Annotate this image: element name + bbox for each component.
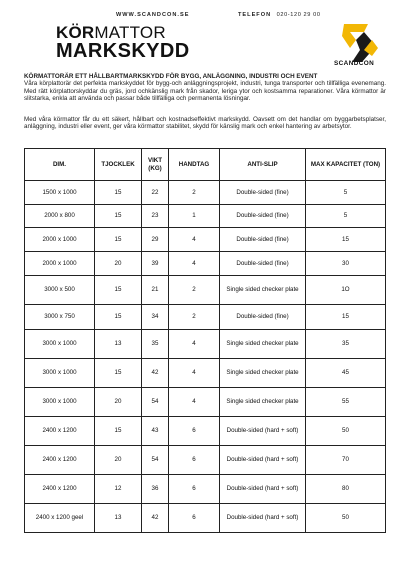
cell-max-kapacitet: 5 — [306, 205, 386, 228]
intro-body: Våra körplattorär det perfekta markskyddet för bygg-och anläggningsprojekt, industri, tunga transporter och tillfälliga evenemang. Med rätt körplattorskyddar du gräs, jord ochkänslig mark från skador, leriga ytor och kostsamma reparationer. Våra körmattor är slitstarka, enkla att använda och passar både tillfälliga och permanenta lösningar. — [24, 80, 386, 102]
cell-vikt: 21 — [142, 276, 169, 305]
cell-handtag: 1 — [169, 205, 220, 228]
cell-dim: 2000 x 1000 — [25, 228, 95, 252]
table-row — [25, 252, 386, 276]
table-row — [25, 359, 386, 388]
cell-dim: 3000 x 1000 — [25, 388, 95, 417]
phone-label: TELEFON — [238, 12, 272, 18]
table-row — [25, 305, 386, 330]
cell-max-kapacitet: 35 — [306, 330, 386, 359]
cell-anti-slip: Double-sided (fine) — [220, 228, 306, 252]
cell-tjocklek: 13 — [95, 504, 142, 533]
website-text: WWW.SCANDCON.SE — [116, 12, 190, 18]
header-max-kapacitet: MAX KAPACITET (TON) — [306, 149, 386, 181]
cell-max-kapacitet: 5 — [306, 181, 386, 205]
phone-number: 020-120 29 00 — [276, 12, 321, 18]
table-row — [25, 228, 386, 252]
cell-anti-slip: Single sided checker plate — [220, 276, 306, 305]
table-body — [25, 181, 386, 533]
cell-handtag: 4 — [169, 228, 220, 252]
cell-handtag: 4 — [169, 330, 220, 359]
cell-anti-slip: Double-sided (fine) — [220, 305, 306, 330]
cell-tjocklek: 15 — [95, 417, 142, 446]
cell-dim: 2400 x 1200 geel — [25, 504, 95, 533]
cell-dim: 2000 x 800 — [25, 205, 95, 228]
cell-vikt: 54 — [142, 446, 169, 475]
cell-max-kapacitet: 55 — [306, 388, 386, 417]
cell-dim: 3000 x 1000 — [25, 330, 95, 359]
header-tjocklek: TJOCKLEK — [95, 149, 142, 181]
title-bold-part: KÖR — [56, 23, 95, 42]
table-row — [25, 504, 386, 533]
table-row — [25, 181, 386, 205]
cell-tjocklek: 15 — [95, 276, 142, 305]
intro-heading: KÖRMATTORÄR ETT HÅLLBARTMARKSKYDD FÖR BYGG, ANLÄGGNING, INDUSTRI OCH EVENT — [24, 73, 318, 80]
cell-max-kapacitet: 45 — [306, 359, 386, 388]
header-vikt: VIKT (KG) — [142, 149, 169, 181]
cell-anti-slip: Double-sided (fine) — [220, 181, 306, 205]
cell-vikt: 43 — [142, 417, 169, 446]
cell-max-kapacitet: 50 — [306, 504, 386, 533]
cell-max-kapacitet: 15 — [306, 305, 386, 330]
cell-handtag: 6 — [169, 504, 220, 533]
table-row — [25, 446, 386, 475]
cell-anti-slip: Single sided checker plate — [220, 388, 306, 417]
cell-anti-slip: Double-sided (hard + soft) — [220, 475, 306, 504]
cell-dim: 3000 x 1000 — [25, 359, 95, 388]
cell-vikt: 22 — [142, 181, 169, 205]
intro-section — [24, 73, 386, 102]
cell-vikt: 35 — [142, 330, 169, 359]
cell-anti-slip: Single sided checker plate — [220, 359, 306, 388]
cell-vikt: 29 — [142, 228, 169, 252]
cell-dim: 2000 x 1000 — [25, 252, 95, 276]
cell-max-kapacitet: 15 — [306, 228, 386, 252]
cell-tjocklek: 15 — [95, 181, 142, 205]
cell-dim: 2400 x 1200 — [25, 475, 95, 504]
cell-anti-slip: Single sided checker plate — [220, 330, 306, 359]
cell-anti-slip: Double-sided (hard + soft) — [220, 417, 306, 446]
table-row — [25, 276, 386, 305]
cell-tjocklek: 15 — [95, 305, 142, 330]
cell-tjocklek: 15 — [95, 205, 142, 228]
cell-handtag: 6 — [169, 417, 220, 446]
cell-vikt: 23 — [142, 205, 169, 228]
cell-vikt: 39 — [142, 252, 169, 276]
cell-anti-slip: Double-sided (fine) — [220, 205, 306, 228]
spec-table — [24, 148, 386, 533]
logo-text: SCANDCON — [334, 60, 375, 67]
cell-dim: 1500 x 1000 — [25, 181, 95, 205]
header-dim: DIM. — [25, 149, 95, 181]
table-row — [25, 205, 386, 228]
title-line-2: MARKSKYDD — [56, 40, 190, 62]
cell-tjocklek: 15 — [95, 228, 142, 252]
cell-tjocklek: 15 — [95, 359, 142, 388]
cell-anti-slip: Double-sided (hard + soft) — [220, 504, 306, 533]
title-line-1 — [56, 24, 166, 41]
cell-handtag: 2 — [169, 276, 220, 305]
cell-handtag: 2 — [169, 305, 220, 330]
cell-dim: 3000 x 750 — [25, 305, 95, 330]
cell-max-kapacitet: 80 — [306, 475, 386, 504]
cell-max-kapacitet: 70 — [306, 446, 386, 475]
cell-handtag: 2 — [169, 181, 220, 205]
cell-anti-slip: Double-sided (hard + soft) — [220, 446, 306, 475]
intro-paragraph-2: Med våra körmattor får du ett säkert, hållbart och kostnadseffektivt markskydd. Oavsett om det handlar om byggarbetsplatser, anläggning, industri eller event, ger våra körmattor stabilitet, skydd för känslig mark och enkel hantering av arbetsytor. — [24, 116, 386, 131]
cell-tjocklek: 20 — [95, 388, 142, 417]
header-handtag: HANDTAG — [169, 149, 220, 181]
cell-dim: 2400 x 1200 — [25, 417, 95, 446]
cell-max-kapacitet: 50 — [306, 417, 386, 446]
cell-handtag: 6 — [169, 446, 220, 475]
cell-vikt: 34 — [142, 305, 169, 330]
cell-dim: 3000 x 500 — [25, 276, 95, 305]
cell-anti-slip: Double-sided (fine) — [220, 252, 306, 276]
phone-block — [238, 12, 321, 18]
table-header-row — [25, 149, 386, 181]
cell-tjocklek: 12 — [95, 475, 142, 504]
table-row — [25, 417, 386, 446]
cell-vikt: 36 — [142, 475, 169, 504]
cell-vikt: 54 — [142, 388, 169, 417]
header-anti-slip: ANTI-SLIP — [220, 149, 306, 181]
cell-handtag: 4 — [169, 252, 220, 276]
cell-max-kapacitet: 30 — [306, 252, 386, 276]
table-row — [25, 388, 386, 417]
cell-max-kapacitet: 1O — [306, 276, 386, 305]
cell-dim: 2400 x 1200 — [25, 446, 95, 475]
table-row — [25, 475, 386, 504]
cell-vikt: 42 — [142, 504, 169, 533]
cell-handtag: 6 — [169, 475, 220, 504]
cell-tjocklek: 20 — [95, 446, 142, 475]
cell-handtag: 4 — [169, 359, 220, 388]
cell-tjocklek: 20 — [95, 252, 142, 276]
title-light-part: MATTOR — [94, 23, 166, 42]
cell-handtag: 4 — [169, 388, 220, 417]
cell-tjocklek: 13 — [95, 330, 142, 359]
table-row — [25, 330, 386, 359]
cell-vikt: 42 — [142, 359, 169, 388]
